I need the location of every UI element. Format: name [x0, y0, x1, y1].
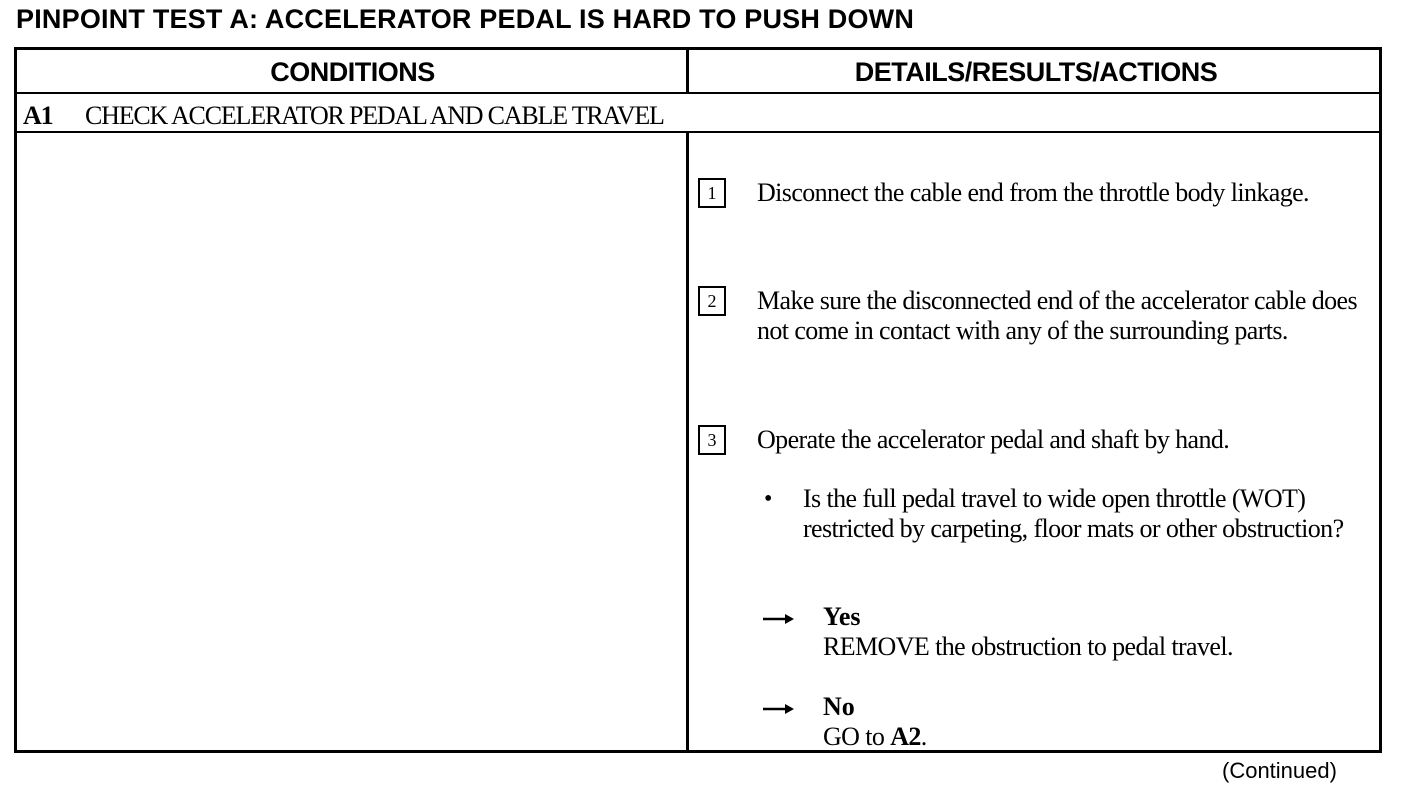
conditions-header: CONDITIONS	[270, 57, 435, 87]
result-yes-label: Yes	[823, 602, 861, 631]
conditions-cell	[17, 133, 686, 753]
go-to-suffix: .	[920, 722, 927, 751]
page-title: PINPOINT TEST A: ACCELERATOR PEDAL IS HARD TO PUSH DOWN	[16, 4, 915, 34]
substep-1-number: 1	[698, 178, 726, 208]
body-column-divider	[686, 133, 689, 753]
bullet-icon: •	[764, 486, 773, 512]
details-results-actions-header: DETAILS/RESULTS/ACTIONS	[854, 57, 1218, 87]
substep-2-number: 2	[698, 286, 726, 316]
pinpoint-test-table	[14, 47, 1382, 753]
result-no-label: No	[823, 692, 855, 721]
step-title: CHECK ACCELERATOR PEDAL AND CABLE TRAVEL	[85, 101, 664, 130]
step-id: A1	[23, 101, 53, 130]
header-divider	[17, 92, 1379, 94]
substep-3-number: 3	[698, 425, 726, 455]
continued-note: (Continued)	[1222, 758, 1337, 783]
go-to-text: GO to	[823, 722, 891, 751]
arrow-right-icon	[761, 609, 795, 629]
substep-3-text: Operate the accelerator pedal and shaft by hand.	[757, 425, 1230, 454]
go-to-target-link[interactable]: A2	[890, 722, 921, 751]
substep-2-text: Make sure the disconnected end of the accelerator cable does not come in contact with any of the surrounding parts.	[757, 286, 1357, 345]
header-column-divider	[686, 50, 689, 94]
question-text: Is the full pedal travel to wide open throttle (WOT) restricted by carpeting, floor mats or other obstruction?	[803, 484, 1344, 543]
arrow-right-icon	[761, 699, 795, 719]
result-yes-action: REMOVE the obstruction to pedal travel.	[823, 632, 1233, 661]
step-a1-row	[23, 96, 664, 136]
result-no-action	[823, 722, 927, 752]
substep-1-text: Disconnect the cable end from the throttle body linkage.	[757, 178, 1309, 207]
